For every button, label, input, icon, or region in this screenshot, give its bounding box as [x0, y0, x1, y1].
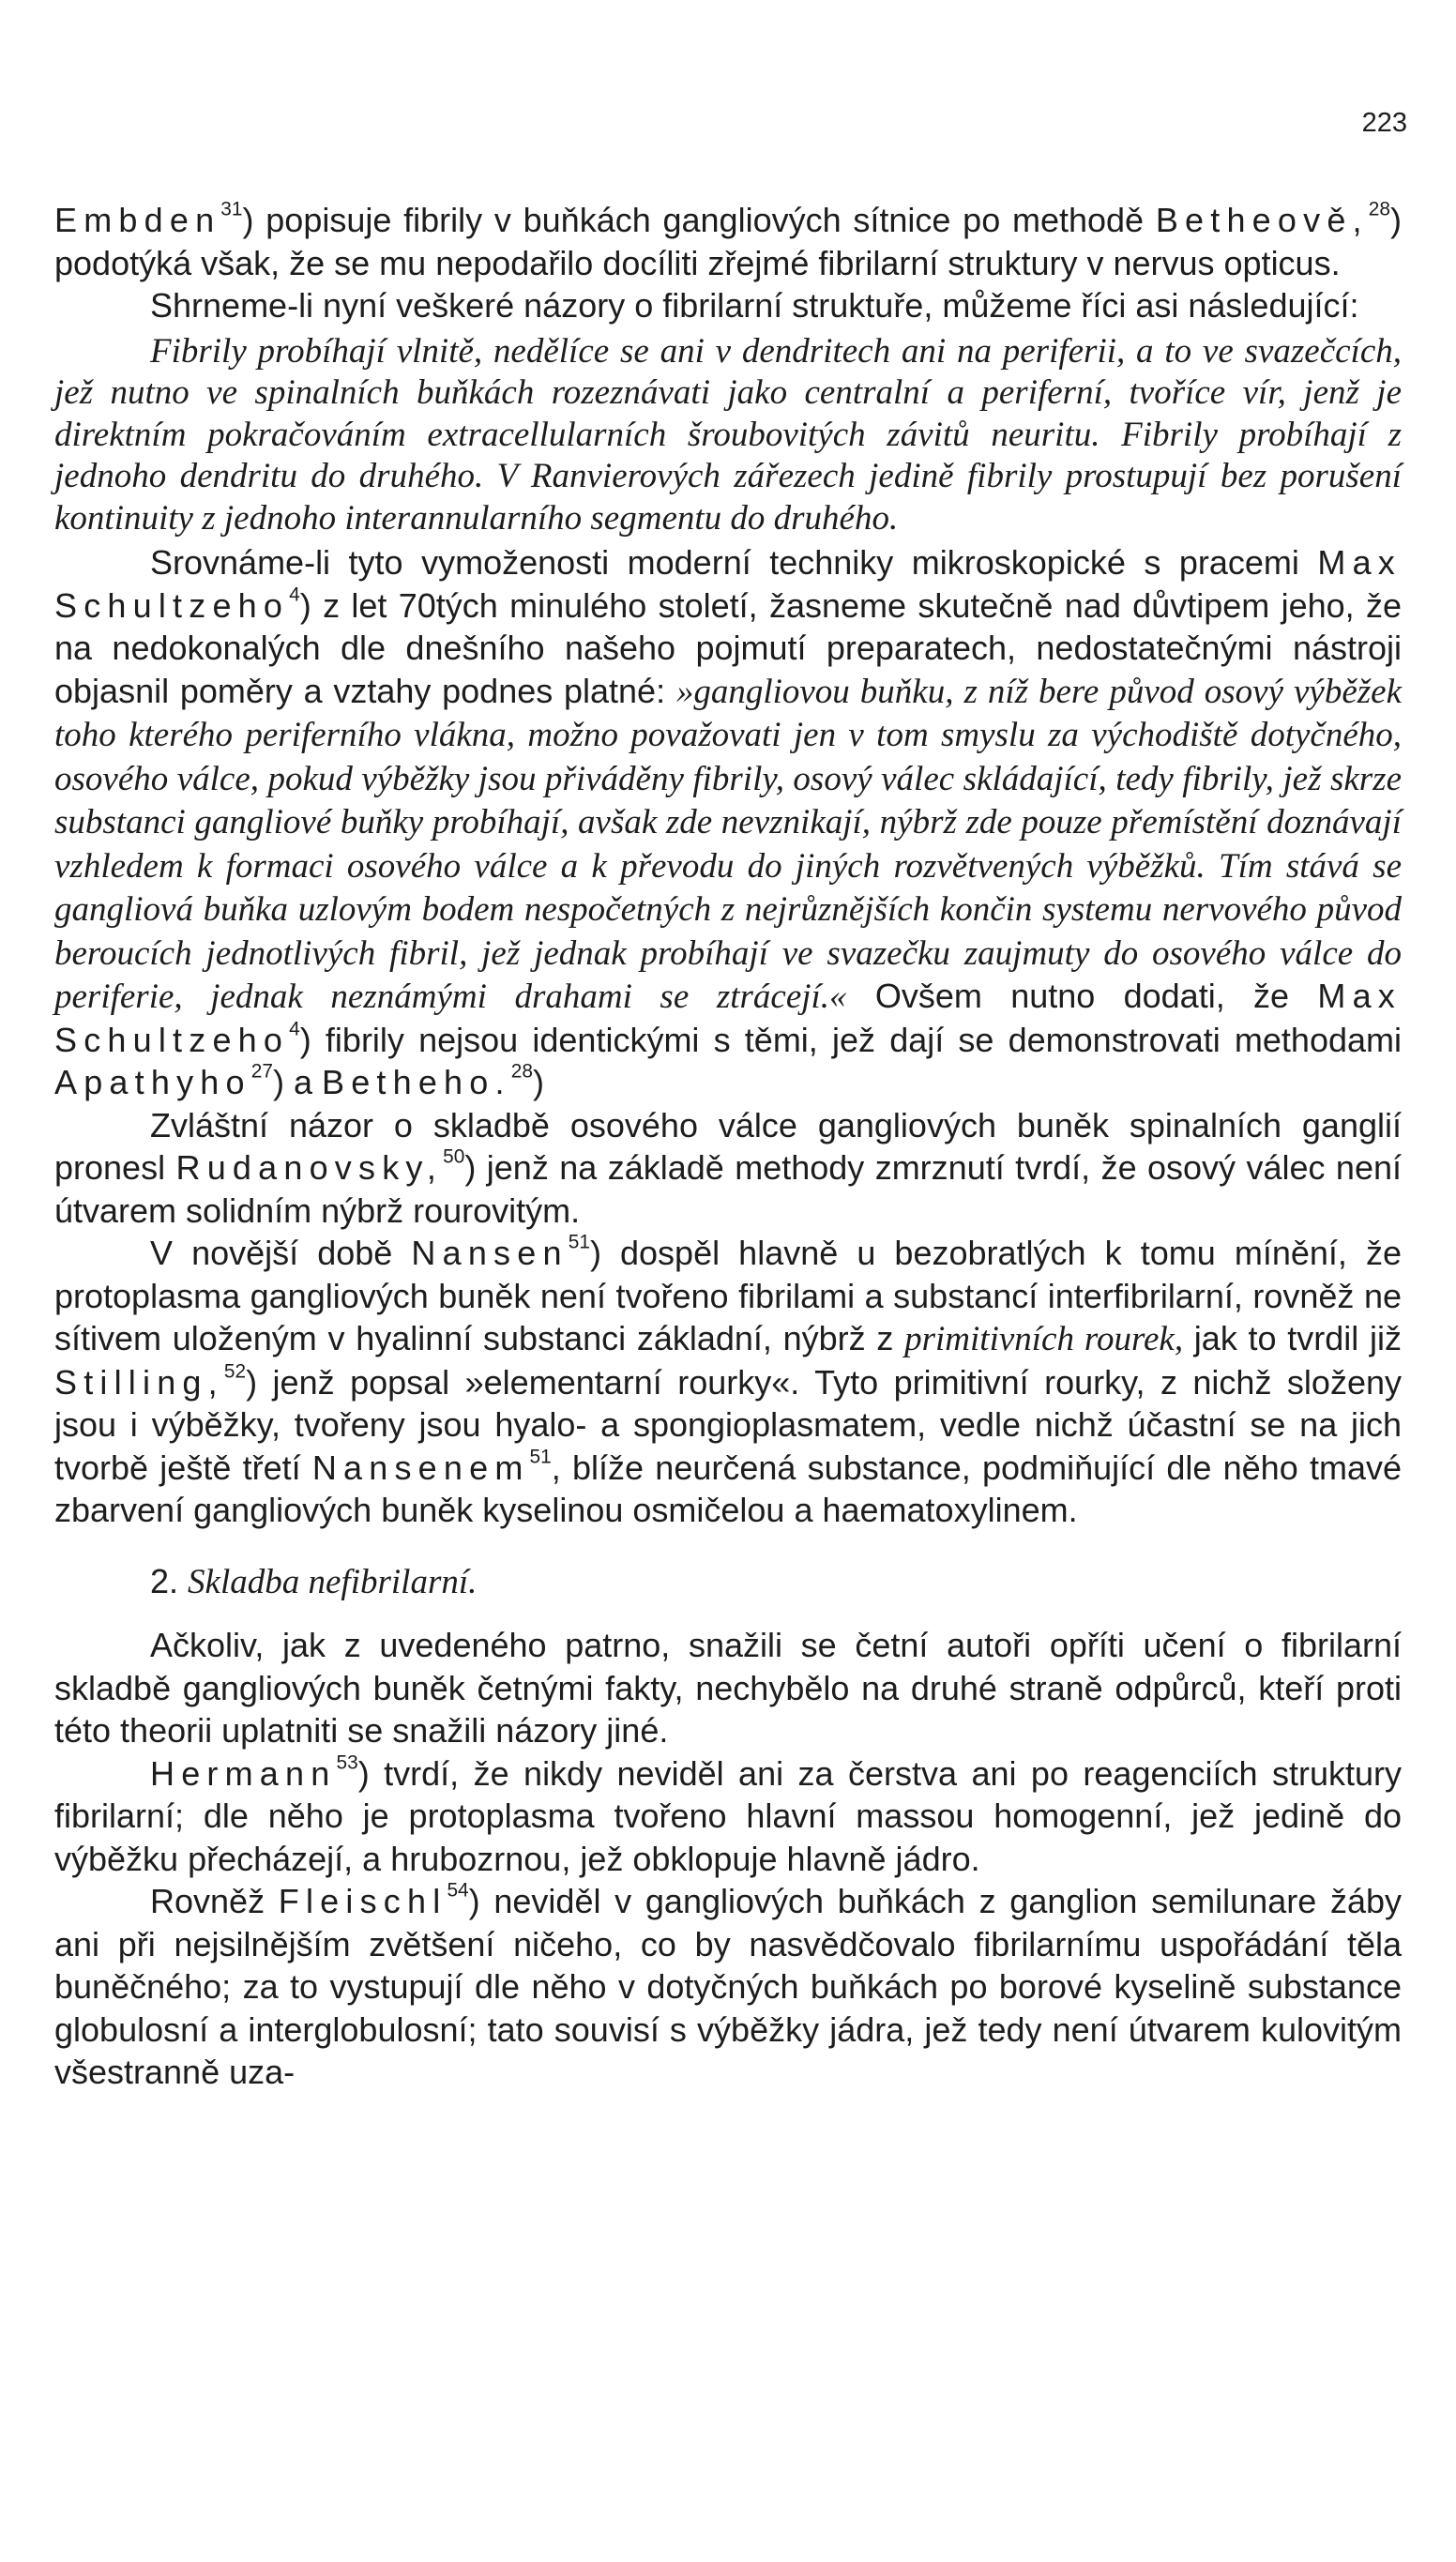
author-name: Fleischl: [278, 1882, 447, 1920]
section-heading: [54, 1560, 1402, 1604]
paragraph-nansen: V novější době Nansen$^{51}$) dospěl hlavně u bezobratlých k tomu mínění, že protoplasma gangliových buněk není tvořeno fibrilami a substancí interfibrilarní, rovněž ne sítivem uloženým v hyalinní substanci základní, nýbrž z primitivních rourek, jak to tvrdil již Stilling,$^{52}$) jenž popsal »elementarní rourky«. Tyto primitivní rourky, z nichž složeny jsou i výběžky, tvořeny jsou hyalo- a spongioplasmatem, vedle nichž účastní se na jich tvorbě ještě třetí Nansenem$^{51}$, blíže neurčená substance, podmiňující dle něho tmavé zbarvení gangliových buněk kyselinou osmičelou a haematoxylinem.: [54, 1231, 1403, 1529]
citation-ref: 4: [289, 583, 300, 605]
citation-ref: 54: [447, 1879, 469, 1902]
citation-ref: 51: [529, 1445, 552, 1467]
author-name: Max Schultzeho: [54, 977, 1402, 1059]
citation-ref: 51: [568, 1231, 590, 1253]
paragraph-hermann: Hermann$^{53}$) tvrdí, že nikdy neviděl ani za čerstva ani po reagenciích struktury fibrilarní; dle něho je protoplasma tvořeno hlavní massou homogenní, jež jedině do výběžku přecházejí, a hrubozrnou, jež obklopuje hlavně jádro.: [54, 1751, 1402, 1878]
author-name: Stilling,: [54, 1362, 224, 1402]
quotation: »gangliovou buňku, z níž bere původ osový výběžek toho kterého periferního vlákna, možno považovati jen v tom smyslu za východiště dotyčného, osového válce, pokud výběžky jsou přiváděny fibrily, osový válec skládající, tedy fibrily, jež skrze substanci gangliové buňky probíhají, avšak zde nevznikají, nýbrž zde pouze přemístění doznávají vzhledem k formaci osového válce a k převodu do jiných rozvětvených výběžků. Tím stává se gangliová buňka uzlovým bodem nespočetných z nejrůznějších končin systemu nervového původ beroucích jednotlivých fibril, jež jednak probíhají ve svazečku zaujmuty do osového válce do periferie, jednak neznámými drahami se ztrácejí.«: [54, 672, 1402, 1016]
section-number: 2.: [150, 1561, 179, 1600]
paragraph-schultze: Srovnáme-li tyto vymoženosti moderní techniky mikroskopické s pracemi Max Schultzeho$^4$) z let 70tých minulého století, žasneme skutečně nad důvtipem jeho, že na nedokonalých dle dnešního našeho pojmutí preparatech, nedostatečnými nástroji objasnil poměry a vztahy podnes platné: »gangliovou buňku, z níž bere původ osový výběžek toho kterého periferního vlákna, možno považovati jen v tom smyslu za východiště dotyčného, osového válce, pokud výběžky jsou přiváděny fibrily, osový válec skládající, tedy fibrily, jež skrze substanci gangliové buňky probíhají, avšak zde nevznikají, nýbrž zde pouze přemístění doznávají vzhledem k formaci osového válce a k převodu do jiných rozvětvených výběžků. Tím stává se gangliová buňka uzlovým bodem nespočetných z nejrůznějších končin systemu nervového původ beroucích jednotlivých fibril, jež jednak probíhají ve svazečku zaujmuty do osového válce do periferie, jednak neznámými drahami se ztrácejí.« Ovšem nutno dodati, že Max Schultzeho$^4$) fibrily nejsou identickými s těmi, jež dají se demonstrovati methodami Apathyho$^{27}$) a Betheho.$^{28}$): [54, 543, 1402, 1101]
citation-ref: 31: [220, 198, 243, 220]
paragraph-summary-italic: Fibrily probíhají vlnitě, nedělíce se ani v dendritech ani na periferii, a to ve svazečcích, jež nutno ve spinalních buňkách rozeznávati jako centralní a periferní, tvoříce vír, jenž je direktním pokračováním extracellularních šroubovitých závitů neuritu. Fibrily probíhají z jednoho dendritu do druhého. V Ranvierových zářezech jedině fibrily prostupují bez porušení kontinuity z jednoho interannularního segmentu do druhého.: [54, 331, 1402, 538]
citation-ref: 28: [510, 1060, 533, 1083]
italic-term: primitivních rourek,: [904, 1320, 1184, 1358]
citation-ref: 50: [443, 1145, 465, 1168]
citation-ref: 4: [289, 1017, 300, 1039]
author-name: Max Schultzeho: [54, 543, 1402, 625]
author-name: Nansenem: [311, 1448, 530, 1487]
author-name: Embden: [54, 201, 221, 239]
paragraph-fleischl: Rovněž Fleischl$^{54}$) neviděl v gangliových buňkách z ganglion semilunare žáby ani při nejsilnějším zvětšení ničeho, co by nasvědčovalo fibrilarnímu uspořádání těla buněčného; za to vystupují dle něho v dotyčných buňkách po borové kyselině substance globulosní a interglobulosní; tato souvisí s výběžky jádra, jež tedy není útvarem kulovitým všestranně uza-: [54, 1879, 1402, 2091]
author-name: Betheově,: [1155, 201, 1369, 239]
author-name: Hermann: [150, 1753, 337, 1793]
page-number: 223: [1361, 108, 1407, 138]
author-name: Betheho.: [321, 1063, 511, 1101]
author-name: Nansen: [411, 1234, 569, 1272]
citation-ref: 53: [336, 1751, 358, 1773]
section-title: Skladba nefibrilarní.: [188, 1562, 478, 1601]
author-name: Apathyho: [54, 1063, 251, 1101]
citation-ref: 52: [223, 1359, 247, 1382]
author-name: Rudanovsky,: [175, 1148, 444, 1187]
citation-ref: 27: [250, 1060, 273, 1083]
paragraph-summary-intro: Shrneme-li nyní veškeré názory o fibrilarní struktuře, můžeme říci asi následující:: [150, 286, 1359, 325]
paragraph-embden: Embden$^{31}$) popisuje fibrily v buňkách gangliových sítnice po methodě Betheově,$^{28}$) podotýká však, že se mu nepodařilo docíliti zřejmé fibrilarní struktury v nervus opticus.: [54, 198, 1402, 282]
page-body: [54, 199, 1402, 2094]
paragraph-rudanovsky: Zvláštní názor o skladbě osového válce gangliových buněk spinalních ganglií pronesl Rudanovsky,$^{50}$) jenž na základě methody zmrznutí tvrdí, že osový válec není útvarem solidním nýbrž rourovitým.: [54, 1105, 1402, 1230]
paragraph-opponents: Ačkoliv, jak z uvedeného patrno, snažili se četní autoři opříti učení o fibrilarní skladbě gangliových buněk četnými fakty, nechybělo na druhé straně odpůrců, kteří proti této theorii uplatniti se snažili názory jiné.: [54, 1626, 1402, 1750]
citation-ref: 28: [1368, 198, 1390, 220]
